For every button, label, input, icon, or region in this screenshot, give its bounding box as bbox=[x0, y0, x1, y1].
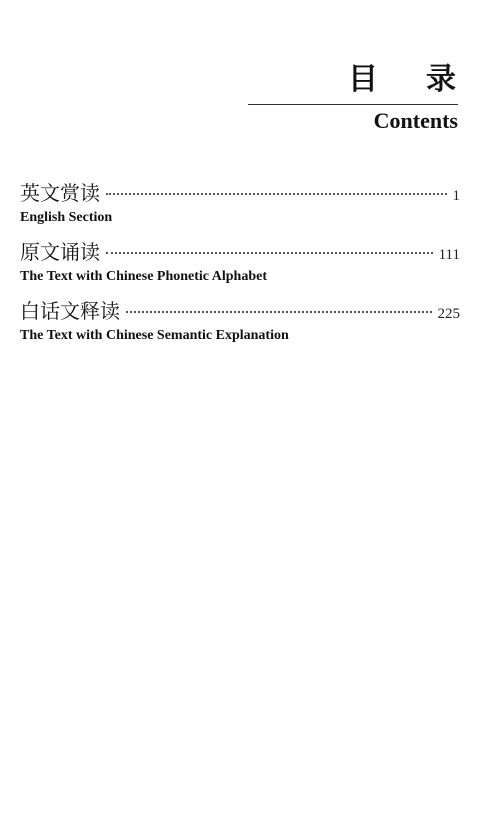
toc-entry-english-title: English Section bbox=[20, 210, 113, 225]
toc-entry-chinese-title: 英文赏读 bbox=[20, 181, 100, 205]
dot-leader bbox=[126, 311, 432, 313]
title-char-1: 目 bbox=[348, 62, 378, 97]
toc-entry-row[interactable] bbox=[20, 295, 460, 324]
toc-entry bbox=[20, 236, 460, 285]
page-title-chinese bbox=[248, 62, 458, 98]
contents-header bbox=[248, 62, 458, 134]
title-divider bbox=[248, 104, 458, 105]
dot-leader bbox=[106, 252, 433, 254]
toc-entry-row[interactable] bbox=[20, 177, 460, 206]
toc-entry-chinese-title: 白话文释读 bbox=[20, 299, 120, 323]
page-title-english: Contents bbox=[373, 108, 458, 133]
toc-entry bbox=[20, 295, 460, 344]
toc-entry-row[interactable] bbox=[20, 236, 460, 265]
table-of-contents bbox=[20, 177, 460, 354]
toc-entry-page-number: 1 bbox=[452, 188, 460, 204]
toc-entry-page-number: 225 bbox=[437, 306, 460, 322]
toc-entry-english-title: The Text with Chinese Phonetic Alphabet bbox=[20, 269, 267, 284]
toc-entry-page-number: 111 bbox=[438, 247, 460, 263]
toc-entry bbox=[20, 177, 460, 226]
toc-entry-english-title: The Text with Chinese Semantic Explanation bbox=[20, 328, 289, 343]
title-char-2: 录 bbox=[426, 62, 456, 97]
dot-leader bbox=[106, 193, 447, 195]
toc-entry-chinese-title: 原文诵读 bbox=[20, 240, 100, 264]
